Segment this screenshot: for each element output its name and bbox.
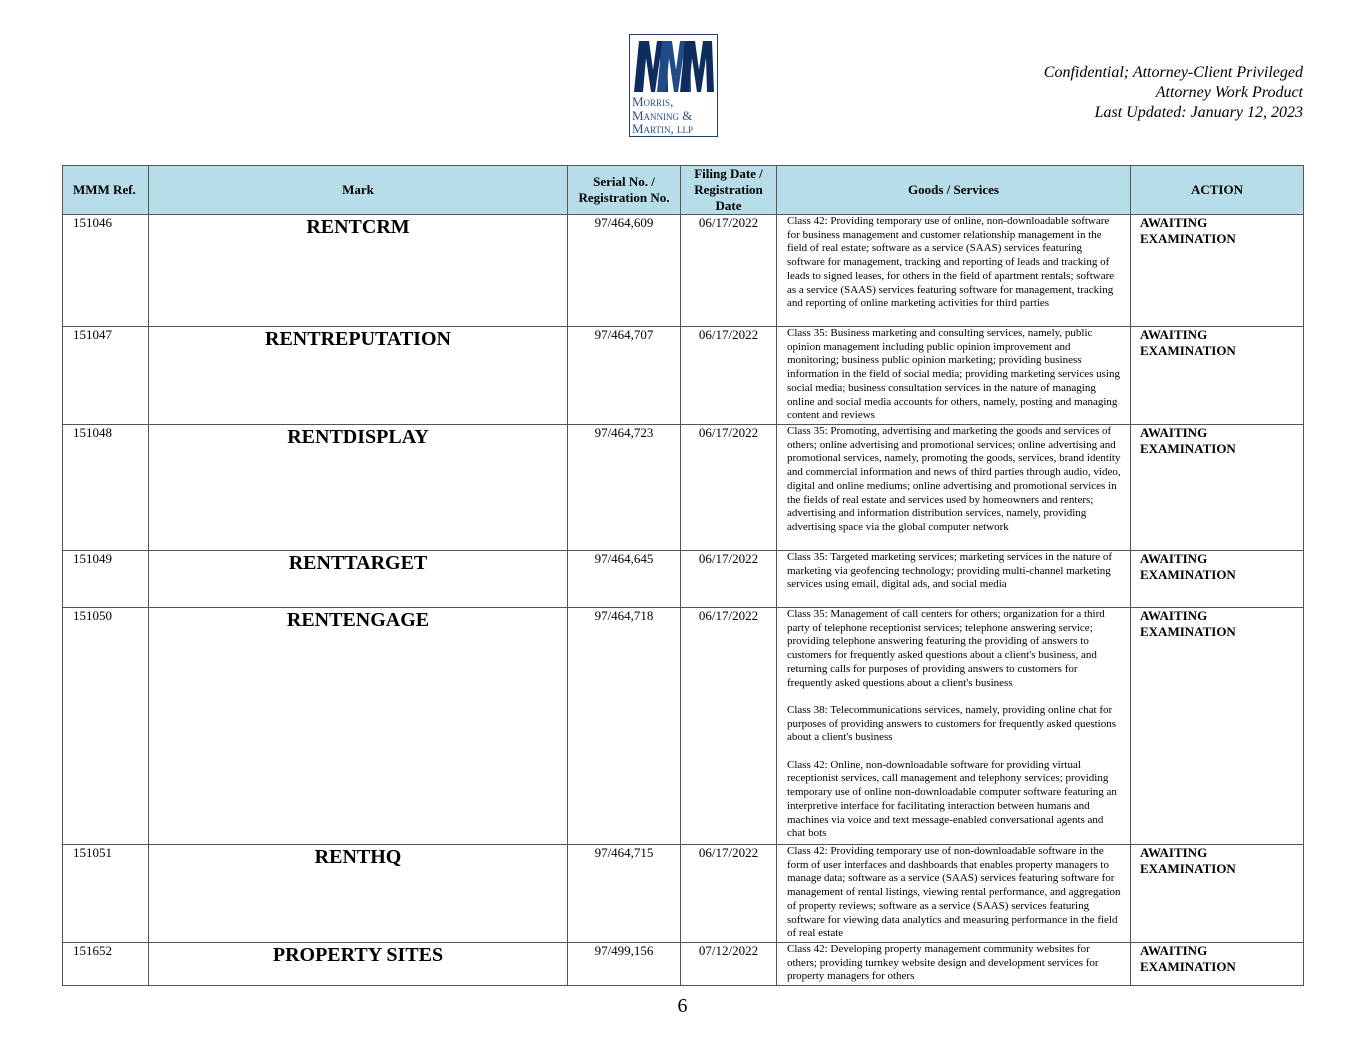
row-mark: RENTREPUTATION bbox=[149, 327, 568, 425]
row-action: AWAITING EXAMINATION bbox=[1131, 845, 1304, 943]
goods-paragraph: Class 35: Management of call centers for others; organization for a third party of telephone receptionist services; telephone answering service; providing telephone answering featuring the providing of answers to customers for frequently asked questions about a client's business, and returning calls for purposes of providing answers to customers for frequently asked questions about a client's business bbox=[787, 608, 1105, 689]
table-row bbox=[63, 551, 1304, 608]
row-filing-date: 06/17/2022 bbox=[681, 845, 777, 943]
row-serial: 97/499,156 bbox=[568, 943, 681, 986]
row-mark: PROPERTY SITES bbox=[149, 943, 568, 986]
page-number: 6 bbox=[677, 995, 688, 1017]
row-ref: 151049 bbox=[63, 551, 149, 608]
row-goods-services bbox=[777, 943, 1131, 986]
logo-wordmark bbox=[632, 95, 718, 136]
row-serial: 97/464,645 bbox=[568, 551, 681, 608]
row-ref: 151051 bbox=[63, 845, 149, 943]
goods-paragraph: Class 35: Targeted marketing services; marketing services in the nature of marketing via geofencing technology; providing multi-channel marketing services using email, digital ads, and social media bbox=[787, 551, 1113, 591]
row-filing-date: 06/17/2022 bbox=[681, 425, 777, 551]
mmm-logo-mark bbox=[633, 38, 715, 93]
goods-paragraph: Class 42: Providing temporary use of non-downloadable software in the form of user interfaces and dashboards that enables property managers to manage data; software as a service (SAAS) services featuring software for management of rental listings, viewing rental performance, and aggregation of property reviews; software as a service (SAAS) services featuring software for viewing data analytics and measuring performance in the field of real estate bbox=[787, 845, 1121, 940]
row-mark: RENTHQ bbox=[149, 845, 568, 943]
row-goods-services bbox=[777, 608, 1131, 845]
row-action: AWAITING EXAMINATION bbox=[1131, 215, 1304, 327]
table-row bbox=[63, 327, 1304, 425]
logo-line-3: Martin, llp bbox=[632, 121, 694, 136]
row-filing-date: 06/17/2022 bbox=[681, 551, 777, 608]
header-mark: Mark bbox=[149, 166, 568, 215]
confidential-line: Confidential; Attorney-Client Privileged bbox=[1043, 64, 1303, 81]
row-goods-services bbox=[777, 425, 1131, 551]
goods-paragraph: Class 38: Telecommunications services, namely, providing online chat for purposes of providing answers to customers for frequently asked questions about a client's business bbox=[787, 703, 1117, 744]
row-serial: 97/464,609 bbox=[568, 215, 681, 327]
row-filing-date: 06/17/2022 bbox=[681, 327, 777, 425]
row-action: AWAITING EXAMINATION bbox=[1131, 551, 1304, 608]
row-filing-date: 07/12/2022 bbox=[681, 943, 777, 986]
header-goods-services: Goods / Services bbox=[777, 166, 1131, 215]
table-row bbox=[63, 608, 1304, 845]
row-serial: 97/464,718 bbox=[568, 608, 681, 845]
row-mark: RENTCRM bbox=[149, 215, 568, 327]
header-serial: Serial No. / Registration No. bbox=[568, 166, 681, 215]
trademark-table bbox=[62, 165, 1304, 986]
firm-logo bbox=[629, 34, 718, 137]
row-goods-services bbox=[777, 215, 1131, 327]
table-row bbox=[63, 943, 1304, 986]
goods-paragraph: Class 42: Providing temporary use of online, non-downloadable software for business management and customer relationship management in the field of real estate; software as a service (SAAS) services featuring software for management, tracking and reporting of leads and tracking of leads to signed leases, for others in the field of apartment rentals; software as a service (SAAS) services featuring software for management, tracking and reporting of online marketing activities for third parties bbox=[787, 215, 1115, 310]
goods-paragraph: Class 42: Online, non-downloadable software for providing virtual receptionist services, call management and telephony services; providing temporary use of online non-downloadable computer software featuring an interpretive interface for facilitating interaction between humans and machines via voice and text message-enabled conversational agents and chat bots bbox=[787, 758, 1117, 840]
row-goods-services bbox=[777, 551, 1131, 608]
row-goods-services bbox=[777, 845, 1131, 943]
goods-paragraph: Class 35: Business marketing and consulting services, namely, public opinion management including public opinion improvement and monitoring; business public opinion marketing; providing business information in the field of social media; providing marketing services using social media; business consultation services in the nature of managing online and social media accounts for others, namely, posting and managing content and reviews bbox=[787, 327, 1120, 422]
row-mark: RENTENGAGE bbox=[149, 608, 568, 845]
row-ref: 151652 bbox=[63, 943, 149, 986]
goods-paragraph: Class 35: Promoting, advertising and marketing the goods and services of others; online advertising and promotional services; online advertising and promotional services, namely, promoting the goods, services, brand identity and commercial information and news of third parties through audio, video, digital and online mediums; online advertising and promotional services in the fields of real estate and services used by homeowners and renters; advertising and information distribution services, namely, providing advertising space via the global computer network bbox=[787, 425, 1121, 533]
header-action: ACTION bbox=[1131, 166, 1304, 215]
row-filing-date: 06/17/2022 bbox=[681, 215, 777, 327]
goods-paragraph: Class 42: Developing property management community websites for others; providing turnkey website design and development services for property managers for others bbox=[787, 943, 1099, 983]
table-row bbox=[63, 215, 1304, 327]
logo-line-2: Manning & bbox=[632, 107, 693, 123]
row-ref: 151047 bbox=[63, 327, 149, 425]
row-filing-date: 06/17/2022 bbox=[681, 608, 777, 845]
header-filing-date: Filing Date / Registration Date bbox=[681, 166, 777, 215]
header-mmm-ref: MMM Ref. bbox=[63, 166, 149, 215]
table-row bbox=[63, 845, 1304, 943]
table-row bbox=[63, 425, 1304, 551]
row-serial: 97/464,723 bbox=[568, 425, 681, 551]
row-action: AWAITING EXAMINATION bbox=[1131, 943, 1304, 986]
row-action: AWAITING EXAMINATION bbox=[1131, 425, 1304, 551]
work-product-line: Attorney Work Product bbox=[1155, 84, 1303, 101]
row-ref: 151050 bbox=[63, 608, 149, 845]
confidentiality-header bbox=[1044, 63, 1303, 123]
row-serial: 97/464,715 bbox=[568, 845, 681, 943]
row-ref: 151048 bbox=[63, 425, 149, 551]
row-ref: 151046 bbox=[63, 215, 149, 327]
last-updated-line: Last Updated: January 12, 2023 bbox=[1094, 104, 1303, 121]
row-mark: RENTTARGET bbox=[149, 551, 568, 608]
row-mark: RENTDISPLAY bbox=[149, 425, 568, 551]
row-serial: 97/464,707 bbox=[568, 327, 681, 425]
row-goods-services bbox=[777, 327, 1131, 425]
row-action: AWAITING EXAMINATION bbox=[1131, 608, 1304, 845]
table-header-row bbox=[63, 166, 1304, 215]
row-action: AWAITING EXAMINATION bbox=[1131, 327, 1304, 425]
logo-line-1: Morris, bbox=[632, 94, 674, 109]
